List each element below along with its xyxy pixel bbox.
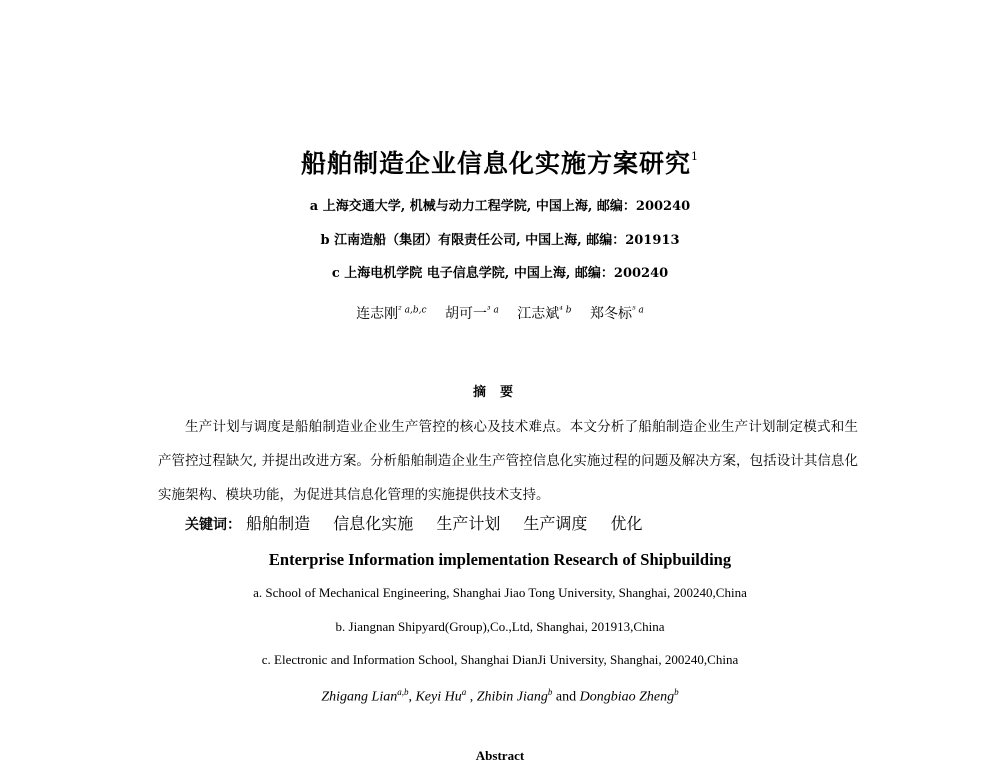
author-en-sep: , bbox=[408, 689, 416, 705]
author-cn-sup: ² a,b,c bbox=[398, 305, 427, 316]
affiliation-cn-c: c 上海电机学院 电子信息学院, 中国上海, 邮编：200240 bbox=[331, 266, 669, 281]
paper-title-en: Enterprise Information implementation Research of Shipbuilding bbox=[268, 550, 732, 569]
keyword: 信息化实施 bbox=[333, 514, 414, 533]
abstract-heading-cn: 摘要 bbox=[472, 385, 527, 400]
author-en-name: Zhigang Lian bbox=[321, 689, 398, 705]
keywords-label: 关键词： bbox=[185, 517, 241, 533]
author-en-sep: and bbox=[552, 689, 580, 705]
keyword: 优化 bbox=[610, 514, 643, 533]
author-cn-name: 江志斌 bbox=[517, 306, 560, 322]
author-cn-name: 胡可一 bbox=[444, 306, 487, 322]
affiliation-cn-b: b 江南造船（集团）有限责任公司, 中国上海, 邮编：201913 bbox=[320, 233, 680, 248]
affiliation-en-a: a. School of Mechanical Engineering, Shanghai Jiao Tong University, Shanghai, 200240,China bbox=[253, 585, 747, 600]
author-cn-sup: ⁴ b bbox=[559, 305, 572, 316]
paper-title-cn: 船舶制造企业信息化实施方案研究$^1$ bbox=[300, 149, 699, 178]
keyword: 船舶制造 bbox=[246, 514, 311, 533]
author-en-sup: a bbox=[461, 687, 467, 697]
keyword: 生产计划 bbox=[436, 514, 501, 533]
author-en-name: Keyi Hu bbox=[415, 689, 462, 705]
author-en-sup: b bbox=[674, 687, 679, 697]
author-cn-name: 连志刚 bbox=[356, 306, 399, 322]
author-cn-sup: ³ a bbox=[486, 305, 499, 316]
author-en-name: Zhibin Jiang bbox=[476, 689, 548, 705]
author-cn-name: 郑冬标 bbox=[589, 306, 632, 322]
abstract-body-cn: 生产计划与调度是船舶制造业企业生产管控的核心及技术难点。本文分析了船舶制造企业生产计划制定模式和生产管控过程缺欠, 并提出改进方案。分析船舶制造企业生产管控信息化实施过程的问题及解决方案，包括设计其信息化实施架构、模块功能，为促进其信息化管理的实施提供技术支持。 bbox=[158, 419, 858, 503]
abstract-heading-en: Abstract bbox=[475, 748, 525, 763]
author-en-sup: a,b bbox=[397, 687, 409, 697]
authors-cn bbox=[0, 303, 1000, 323]
keywords-line bbox=[185, 511, 661, 534]
author-cn-sup: ⁵ a bbox=[631, 305, 644, 316]
affiliation-en-b: b. Jiangnan Shipyard(Group),Co.,Ltd, Shanghai, 201913,China bbox=[335, 619, 665, 634]
author-en-name: Dongbiao Zheng bbox=[579, 689, 675, 705]
affiliation-cn-a: a 上海交通大学, 机械与动力工程学院, 中国上海, 邮编：200240 bbox=[309, 199, 691, 214]
keyword: 生产调度 bbox=[523, 514, 588, 533]
affiliation-en-c: c. Electronic and Information School, Shanghai DianJi University, Shanghai, 200240,China bbox=[261, 652, 739, 667]
title-footnote-marker: 1 bbox=[691, 150, 699, 163]
author-en-sup: b bbox=[547, 687, 553, 697]
authors-en bbox=[0, 687, 1000, 706]
author-en-sep: , bbox=[466, 689, 477, 705]
